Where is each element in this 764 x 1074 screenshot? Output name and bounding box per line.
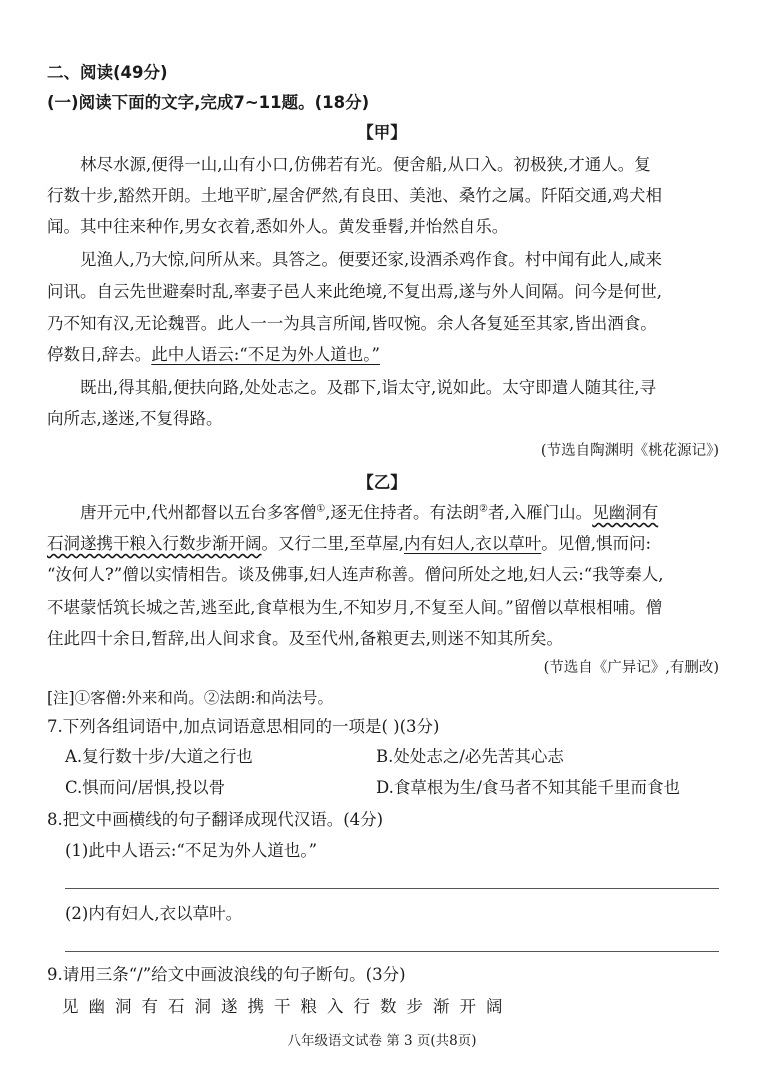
question-8-item-1: (1)此中人语云:“不足为外人道也。”: [65, 841, 318, 860]
page-footer: 八年级语文试卷 第 3 页(共8页): [287, 1033, 477, 1049]
passage-line: [47, 533, 651, 555]
passage-text: 停数日,辞去。: [47, 345, 152, 364]
wavy-underlined-text: 见幽洞有: [592, 503, 659, 522]
answer-line: [65, 951, 719, 952]
passage-yi-source: (节选自《广异记》,有删改): [543, 660, 719, 676]
passage-line: 林尽水源,便得一山,山有小口,仿佛若有光。便舍船,从口入。初极狭,才通人。复: [80, 155, 651, 174]
question-8-item-2: (2)内有妇人,衣以草叶。: [65, 904, 243, 923]
passage-jia-source: (节选自陶渊明《桃花源记》): [540, 443, 719, 459]
passage-line: [80, 502, 658, 524]
question-9-stem: 9.请用三条“/”给文中画波浪线的句子断句。(3分): [47, 965, 406, 984]
part-heading: (一)阅读下面的文字,完成7~11题。(18分): [47, 93, 370, 112]
passage-yi-title: 【乙】: [357, 473, 407, 492]
passage-line: “汝何人?”僧以实情相告。谈及佛事,妇人连声称善。僧问所处之地,妇人云:“我等秦人,: [47, 565, 664, 584]
passage-line: 不堪蒙恬筑长城之苦,逃至此,食草根为生,不知岁月,不复至人间。”留僧以草根相哺。僧: [47, 598, 663, 617]
passage-text: 唐开元中,代州都督以五台多客僧: [80, 503, 317, 522]
answer-line: [65, 888, 719, 889]
wavy-underlined-text: 石洞遂携干粮入行数步渐开阔: [47, 534, 262, 553]
footnote-marker: ②: [478, 503, 488, 515]
passage-text: 者,入雁门山。: [487, 503, 593, 522]
annotation-notes: [注]①客僧:外来和尚。②法朗:和尚法号。: [47, 689, 334, 707]
passage-line: 问讯。自云先世避秦时乱,率妻子邑人来此绝境,不复出焉,遂与外人间隔。问今是何世,: [47, 282, 662, 301]
passage-text: 。见僧,惧而问:: [541, 534, 652, 553]
passage-line: 行数十步,豁然开朗。土地平旷,屋舍俨然,有良田、美池、桑竹之属。阡陌交通,鸡犬相: [47, 186, 662, 205]
passage-line: 既出,得其船,便扶向路,处处志之。及郡下,诣太守,说如此。太守即遣人随其往,寻: [80, 378, 656, 397]
passage-jia-title: 【甲】: [357, 123, 407, 142]
passage-line: 见渔人,乃大惊,问所从来。具答之。便要还家,设酒杀鸡作食。村中闻有此人,咸来: [80, 250, 662, 269]
question-7-stem: 7.下列各组词语中,加点词语意思相同的一项是( )(3分): [47, 717, 440, 736]
passage-text: 。又行二里,至草屋,: [261, 534, 404, 553]
question-8-stem: 8.把文中画横线的句子翻译成现代汉语。(4分): [47, 810, 384, 829]
underlined-sentence: 内有妇人,衣以草叶: [404, 534, 542, 553]
passage-line: 向所志,遂迷,不复得路。: [47, 409, 223, 428]
passage-text: ,逐无住持者。有法朗: [325, 503, 479, 522]
question-7-option-c: C.惧而问/居惧,投以骨: [65, 778, 226, 797]
question-7-option-a: A.复行数十步/大道之行也: [65, 747, 253, 766]
question-7-option-b: B.处处志之/必先苦其心志: [376, 747, 564, 766]
question-7-option-d: D.食草根为生/食马者不知其能千里而食也: [376, 778, 680, 797]
question-9-sentence: 见幽洞有石洞遂携干粮入行数步渐开阔: [62, 997, 513, 1016]
passage-line: [47, 344, 380, 366]
passage-line: 乃不知有汉,无论魏晋。此人一一为具言所闻,皆叹惋。余人各复延至其家,皆出酒食。: [47, 314, 657, 333]
passage-line: 住此四十余日,暂辞,出人间求食。及至代州,备粮更去,则迷不知其所矣。: [47, 629, 563, 648]
footnote-marker: ①: [316, 503, 326, 515]
passage-line: 闻。其中往来种作,男女衣着,悉如外人。黄发垂髫,并怡然自乐。: [47, 217, 509, 236]
underlined-sentence: 此中人语云:“不足为外人道也。”: [151, 345, 380, 364]
section-heading: 二、阅读(49分): [47, 63, 168, 82]
